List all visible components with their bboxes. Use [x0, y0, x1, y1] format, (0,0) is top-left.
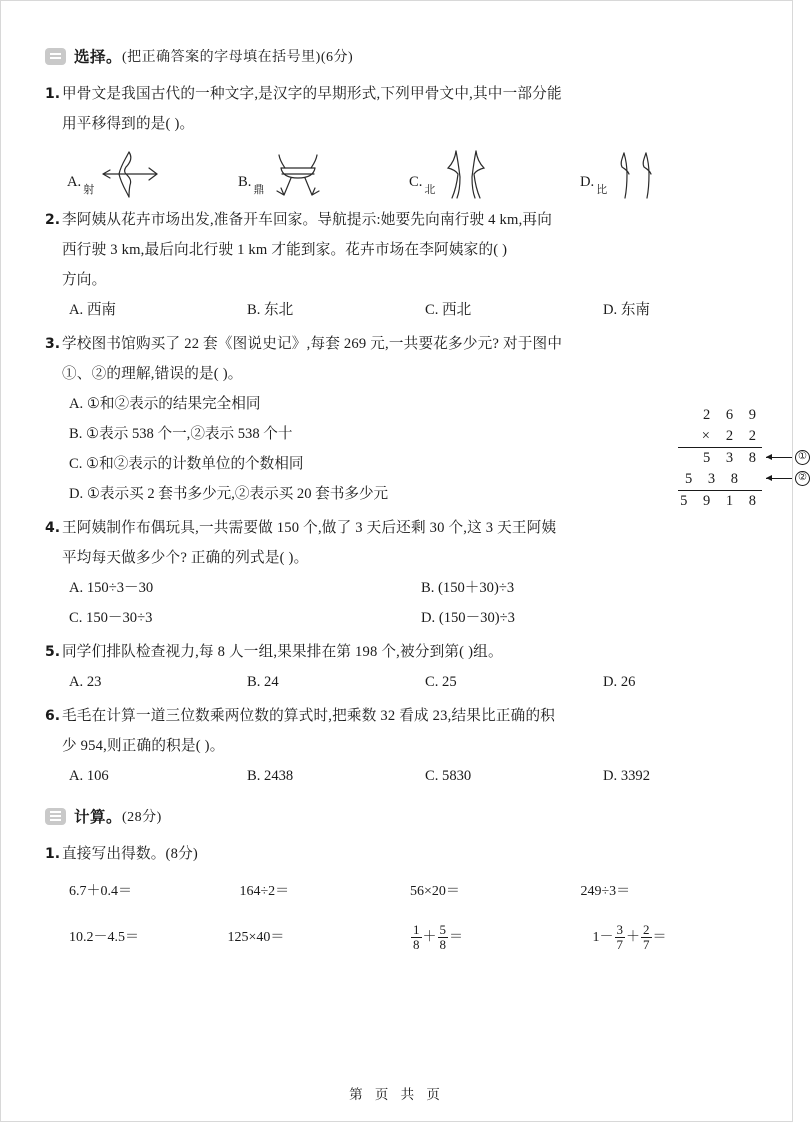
question-number: 4. — [45, 520, 61, 536]
multiplicand: 2 6 9 — [703, 407, 762, 423]
page-content — [45, 45, 751, 965]
calc-item[interactable]: 164÷2＝ — [239, 884, 290, 899]
option-b[interactable]: B. 2438 — [247, 768, 294, 784]
question-2 — [45, 205, 751, 325]
oracle-she-icon — [95, 147, 165, 201]
option-d[interactable]: D. 东南 — [603, 302, 651, 318]
question-text: 王阿姨制作布偶玩具,一共需要做 150 个,做了 3 天后还剩 30 个,这 3 天王阿姨 — [62, 520, 557, 536]
two-lines-icon — [45, 48, 66, 65]
option-label: A. — [67, 174, 82, 190]
option-label: C. — [409, 174, 423, 190]
question-text-cont: 用平移得到的是( )。 — [62, 116, 195, 132]
question-number: 5. — [45, 644, 61, 660]
denominator: 7 — [643, 936, 650, 952]
option-b[interactable]: B. 东北 — [247, 302, 294, 318]
numerator: 5 — [439, 921, 446, 937]
annotation-1 — [766, 450, 810, 465]
vertical-multiplication-grid — [678, 405, 807, 512]
denominator: 8 — [413, 936, 420, 952]
section-title: 计算。 — [74, 808, 123, 826]
option-a[interactable]: A. 106 — [69, 768, 109, 784]
option-hanzi: 北 — [424, 184, 436, 196]
fraction-operator: ＋ — [626, 930, 640, 945]
options-list — [45, 389, 751, 509]
option-b[interactable]: B. ①表示 538 个一,②表示 538 个十 — [69, 426, 293, 442]
options-row — [45, 295, 751, 325]
option-d[interactable]: D. 26 — [603, 674, 636, 690]
question-text: 同学们排队检查视力,每 8 人一组,果果排在第 198 个,被分到第( )组。 — [62, 644, 503, 660]
calc-row-1 — [45, 869, 751, 915]
annotation-marker-2: ② — [795, 471, 810, 486]
question-text-cont: ①、②的理解,错误的是( )。 — [62, 366, 243, 382]
option-d[interactable]: D. ①表示买 2 套书多少元,②表示买 20 套书多少元 — [69, 486, 389, 502]
option-hanzi: 比 — [596, 184, 608, 196]
option-a[interactable] — [67, 143, 238, 201]
multiplier-row — [678, 426, 762, 447]
option-d[interactable]: D. 3392 — [603, 768, 651, 784]
option-label: D. — [580, 174, 595, 190]
question-3 — [45, 329, 751, 509]
calc-item[interactable]: 249÷3＝ — [580, 884, 631, 899]
section-subtitle: (28分) — [122, 810, 162, 825]
option-label: B. — [238, 174, 252, 190]
subsection-number: 1. — [45, 846, 61, 862]
calc-item[interactable]: 10.2－4.5＝ — [69, 930, 139, 945]
fraction-1 — [615, 923, 626, 951]
three-lines-icon — [45, 808, 66, 825]
option-hanzi: 射 — [83, 184, 95, 196]
options-row-1 — [45, 573, 751, 603]
option-b[interactable] — [238, 143, 409, 201]
question-6 — [45, 701, 751, 791]
calc-item-fraction[interactable] — [569, 915, 752, 961]
question-text-cont: 方向。 — [62, 272, 107, 288]
fraction-2 — [438, 923, 449, 951]
option-a[interactable]: A. 150÷3－30 — [69, 580, 154, 596]
question-text-cont: 西行驶 3 km,最后向北行驶 1 km 才能到家。花卉市场在李阿姨家的( ) — [62, 242, 508, 258]
option-c[interactable]: C. 150－30÷3 — [69, 610, 153, 626]
oracle-bi-icon — [608, 147, 668, 201]
question-number: 6. — [45, 708, 61, 724]
denominator: 8 — [439, 936, 446, 952]
option-c[interactable] — [409, 143, 580, 201]
partial-product-1-row — [678, 448, 762, 469]
question-5 — [45, 637, 751, 697]
equals-sign: ＝ — [652, 930, 667, 945]
question-1 — [45, 79, 751, 201]
option-c[interactable]: C. 西北 — [425, 302, 472, 318]
question-text: 毛毛在计算一道三位数乘两位数的算式时,把乘数 32 看成 23,结果比正确的积 — [62, 708, 556, 724]
calc-item-fraction[interactable] — [386, 915, 569, 961]
product: 5 9 1 8 — [680, 493, 762, 509]
annotation-marker-1: ① — [795, 450, 810, 465]
subsection-title: 直接写出得数。(8分) — [62, 846, 198, 862]
options-row — [45, 667, 751, 697]
product-row — [678, 491, 762, 512]
section-header-choice — [45, 45, 751, 67]
question-text: 学校图书馆购买了 22 套《图说史记》,每套 269 元,一共要花多少元? 对于图中 — [62, 336, 563, 352]
calc-item[interactable]: 56×20＝ — [410, 884, 460, 899]
option-a[interactable]: A. 西南 — [69, 302, 117, 318]
calc-item[interactable]: 125×40＝ — [227, 930, 285, 945]
option-a[interactable]: A. ①和②表示的结果完全相同 — [69, 396, 261, 412]
annotation-2 — [766, 471, 810, 486]
partial-product-1: 5 3 8 — [703, 450, 762, 466]
numerator: 3 — [616, 921, 623, 937]
denominator: 7 — [616, 936, 623, 952]
question-text: 甲骨文是我国古代的一种文字,是汉字的早期形式,下列甲骨文中,其中一部分能 — [62, 86, 562, 102]
option-d[interactable] — [580, 143, 751, 201]
oracle-glyph-options — [45, 143, 751, 201]
partial-product-2-row — [678, 469, 762, 490]
question-number: 2. — [45, 212, 61, 228]
question-4 — [45, 513, 751, 633]
multiplicand-row — [678, 405, 762, 426]
question-number: 1. — [45, 86, 61, 102]
option-a[interactable]: A. 23 — [69, 674, 102, 690]
fraction-prefix: 1－ — [592, 930, 614, 945]
multiplier: 2 2 — [725, 428, 762, 444]
vertical-multiplication — [678, 405, 807, 512]
arrow-left-icon — [766, 478, 792, 479]
numerator: 2 — [643, 921, 650, 937]
option-c[interactable]: C. 25 — [425, 674, 457, 690]
section-title: 选择。 — [74, 48, 123, 66]
oracle-bei-icon — [436, 147, 496, 201]
calc-row-2 — [45, 915, 751, 961]
fraction-operator: ＋ — [422, 930, 437, 945]
arrow-left-icon — [766, 457, 792, 458]
section-header-calculation — [45, 805, 751, 827]
partial-product-2: 5 3 8 — [685, 471, 744, 487]
oracle-ding-icon — [265, 147, 331, 201]
calculation-subsection-1 — [45, 839, 751, 961]
option-d[interactable]: D. (150－30)÷3 — [421, 610, 515, 626]
multiply-operator: × — [701, 428, 710, 444]
fraction-2 — [641, 923, 652, 951]
question-text: 李阿姨从花卉市场出发,准备开车回家。导航提示:她要先向南行驶 4 km,再向 — [62, 212, 553, 228]
option-hanzi: 鼎 — [253, 184, 265, 196]
question-number: 3. — [45, 336, 61, 352]
option-c[interactable]: C. ①和②表示的计数单位的个数相同 — [69, 456, 304, 472]
equals-sign: ＝ — [449, 930, 463, 945]
option-c[interactable]: C. 5830 — [425, 768, 472, 784]
options-row — [45, 761, 751, 791]
calc-item[interactable]: 6.7＋0.4＝ — [69, 884, 132, 899]
options-row-2 — [45, 603, 751, 633]
section-subtitle: (把正确答案的字母填在括号里)(6分) — [122, 50, 354, 65]
question-text-cont: 平均每天做多少个? 正确的列式是( )。 — [62, 550, 309, 566]
page-footer: 第 页 共 页 — [349, 1087, 444, 1103]
fraction-1 — [411, 923, 422, 951]
numerator: 1 — [413, 921, 420, 937]
option-b[interactable]: B. (150＋30)÷3 — [421, 580, 515, 596]
question-text-cont: 少 954,则正确的积是( )。 — [62, 738, 225, 754]
option-b[interactable]: B. 24 — [247, 674, 279, 690]
